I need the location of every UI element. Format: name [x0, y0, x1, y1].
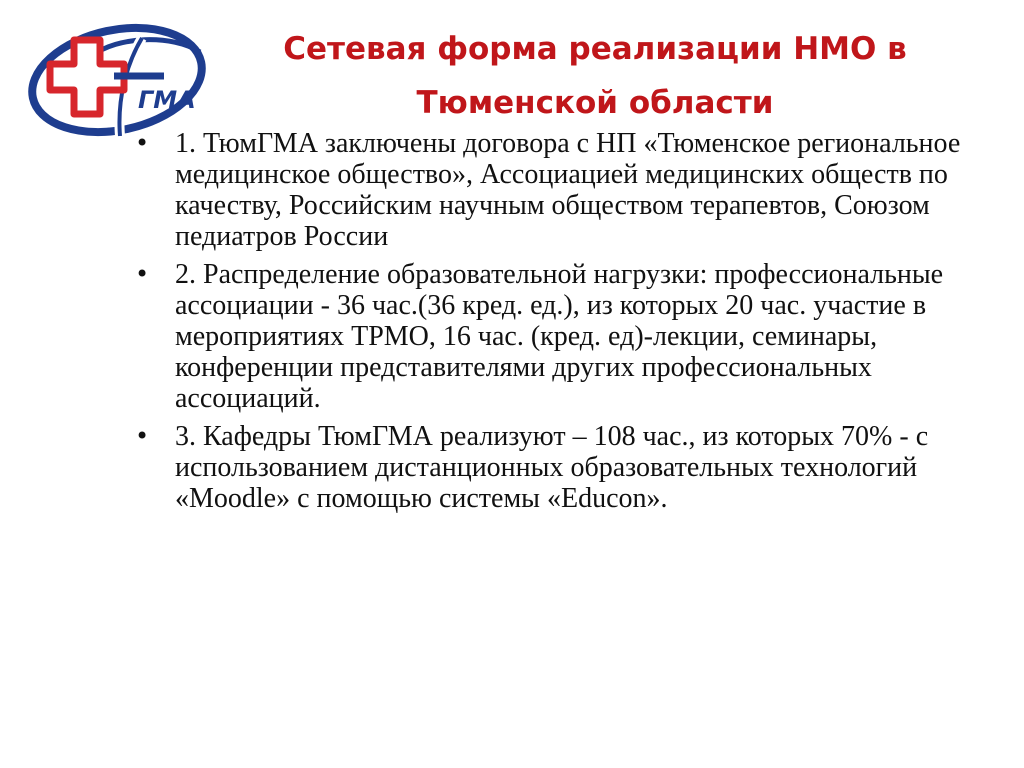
bullet-item — [132, 259, 962, 414]
bullet-text: 3. Кафедры ТюмГМА реализуют – 108 час., из которых 70% - с использованием дистанционных образовательных технологий «Moodle» с помощью системы «Educon». — [175, 421, 929, 514]
bullet-item — [132, 128, 962, 252]
bullet-item — [132, 421, 962, 514]
title-line-2: Тюменской области — [416, 85, 774, 121]
logo-text: ГМА — [138, 86, 196, 114]
bullet-list — [132, 128, 962, 521]
slide-title — [240, 22, 950, 130]
bullet-text: 2. Распределение образовательной нагрузки: профессиональные ассоциации - 36 час.(36 кред. ед.), из которых 20 час. участие в мероприятиях ТРМО, 16 час. (кред. ед)-лекции, семинары, конференции представителями других профессиональных ассоциаций. — [175, 259, 944, 414]
title-line-1: Сетевая форма реализации НМО в — [283, 31, 907, 67]
bullet-dot-icon: • — [135, 422, 150, 450]
tyumgma-logo — [22, 18, 232, 140]
bullet-text: 1. ТюмГМА заключены договора с НП «Тюменское региональное медицинское общество», Ассоциацией медицинских обществ по качеству, Российским научным обществом терапевтов, Союзом педиатров России — [175, 128, 961, 252]
bullet-dot-icon: • — [135, 260, 150, 288]
bullet-dot-icon: • — [135, 129, 150, 157]
